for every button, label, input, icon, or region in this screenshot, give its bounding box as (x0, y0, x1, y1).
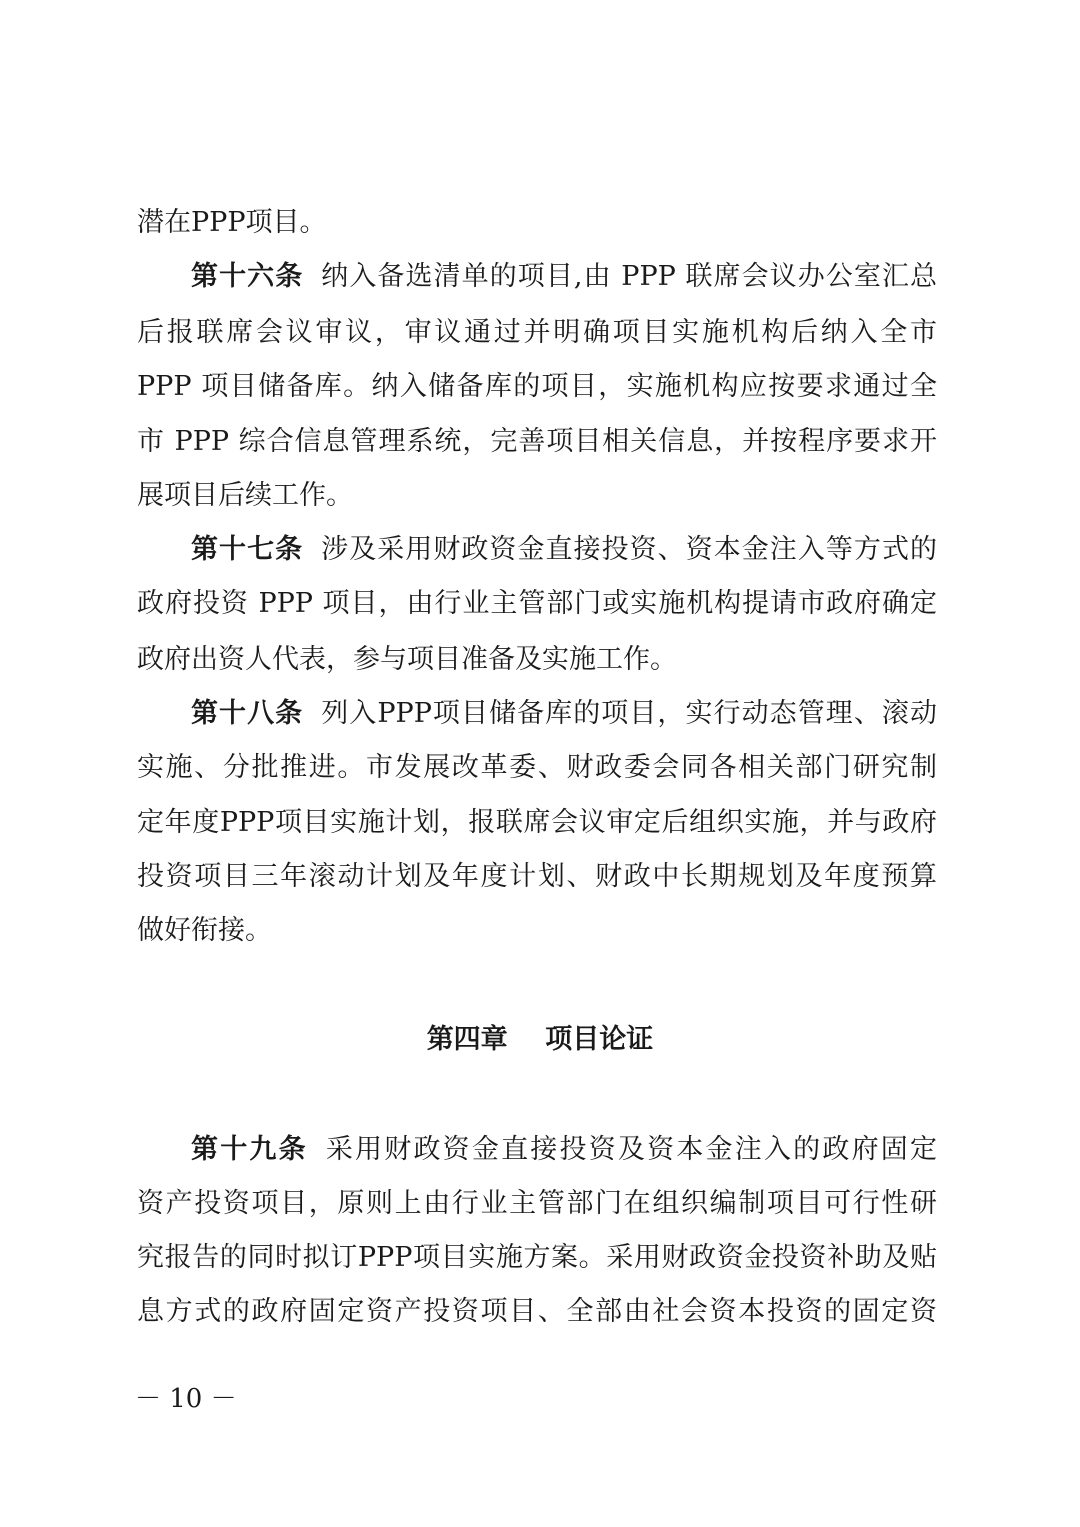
article-16-line-4: 市 PPP 综合信息管理系统，完善项目相关信息，并按程序要求开 (137, 426, 937, 457)
paragraph-continuation-line: 潜在PPP项目。 (137, 207, 327, 238)
chapter-title: 项目论证 (545, 1024, 654, 1055)
chapter-number: 第四章 (426, 1024, 508, 1055)
article-17-line-2: 政府投资 PPP 项目，由行业主管部门或实施机构提请市政府确定 (137, 588, 937, 619)
article-16-line-1: 第十六条 纳入备选清单的项目,由 PPP 联席会议办公室汇总 (191, 261, 937, 292)
page-number: － 10 － (135, 1384, 237, 1414)
article-19-line-4: 息方式的政府固定资产投资项目、全部由社会资本投资的固定资 (137, 1296, 937, 1327)
article-18-title: 第十八条 (191, 698, 304, 729)
article-19-line-3: 究报告的同时拟订PPP项目实施方案。采用财政资金投资补助及贴 (137, 1242, 937, 1273)
article-19-title: 第十九条 (191, 1134, 308, 1165)
article-19-line-1: 第十九条 采用财政资金直接投资及资本金注入的政府固定 (191, 1134, 938, 1165)
article-16-line-2: 后报联席会议审议，审议通过并明确项目实施机构后纳入全市 (137, 317, 937, 348)
article-19-line-2: 资产投资项目，原则上由行业主管部门在组织编制项目可行性研 (137, 1188, 937, 1219)
article-18-line-3: 定年度PPP项目实施计划，报联席会议审定后组织实施，并与政府 (137, 807, 937, 838)
article-18-line-4: 投资项目三年滚动计划及年度计划、财政中长期规划及年度预算 (137, 861, 937, 892)
article-16-title: 第十六条 (191, 261, 304, 292)
article-18-line-1: 第十八条 列入PPP项目储备库的项目，实行动态管理、滚动 (191, 698, 937, 729)
article-16-line-5: 展项目后续工作。 (137, 480, 353, 511)
article-16-line-3: PPP 项目储备库。纳入储备库的项目，实施机构应按要求通过全 (137, 371, 937, 402)
article-17-line-1: 第十七条 涉及采用财政资金直接投资、资本金注入等方式的 (191, 534, 938, 565)
article-18-line-5: 做好衔接。 (137, 915, 272, 946)
article-17-title: 第十七条 (191, 534, 304, 565)
article-18-line-2: 实施、分批推进。市发展改革委、财政委会同各相关部门研究制 (137, 752, 937, 783)
article-17-line-3: 政府出资人代表，参与项目准备及实施工作。 (137, 644, 677, 675)
chapter-heading (0, 1020, 1080, 1060)
